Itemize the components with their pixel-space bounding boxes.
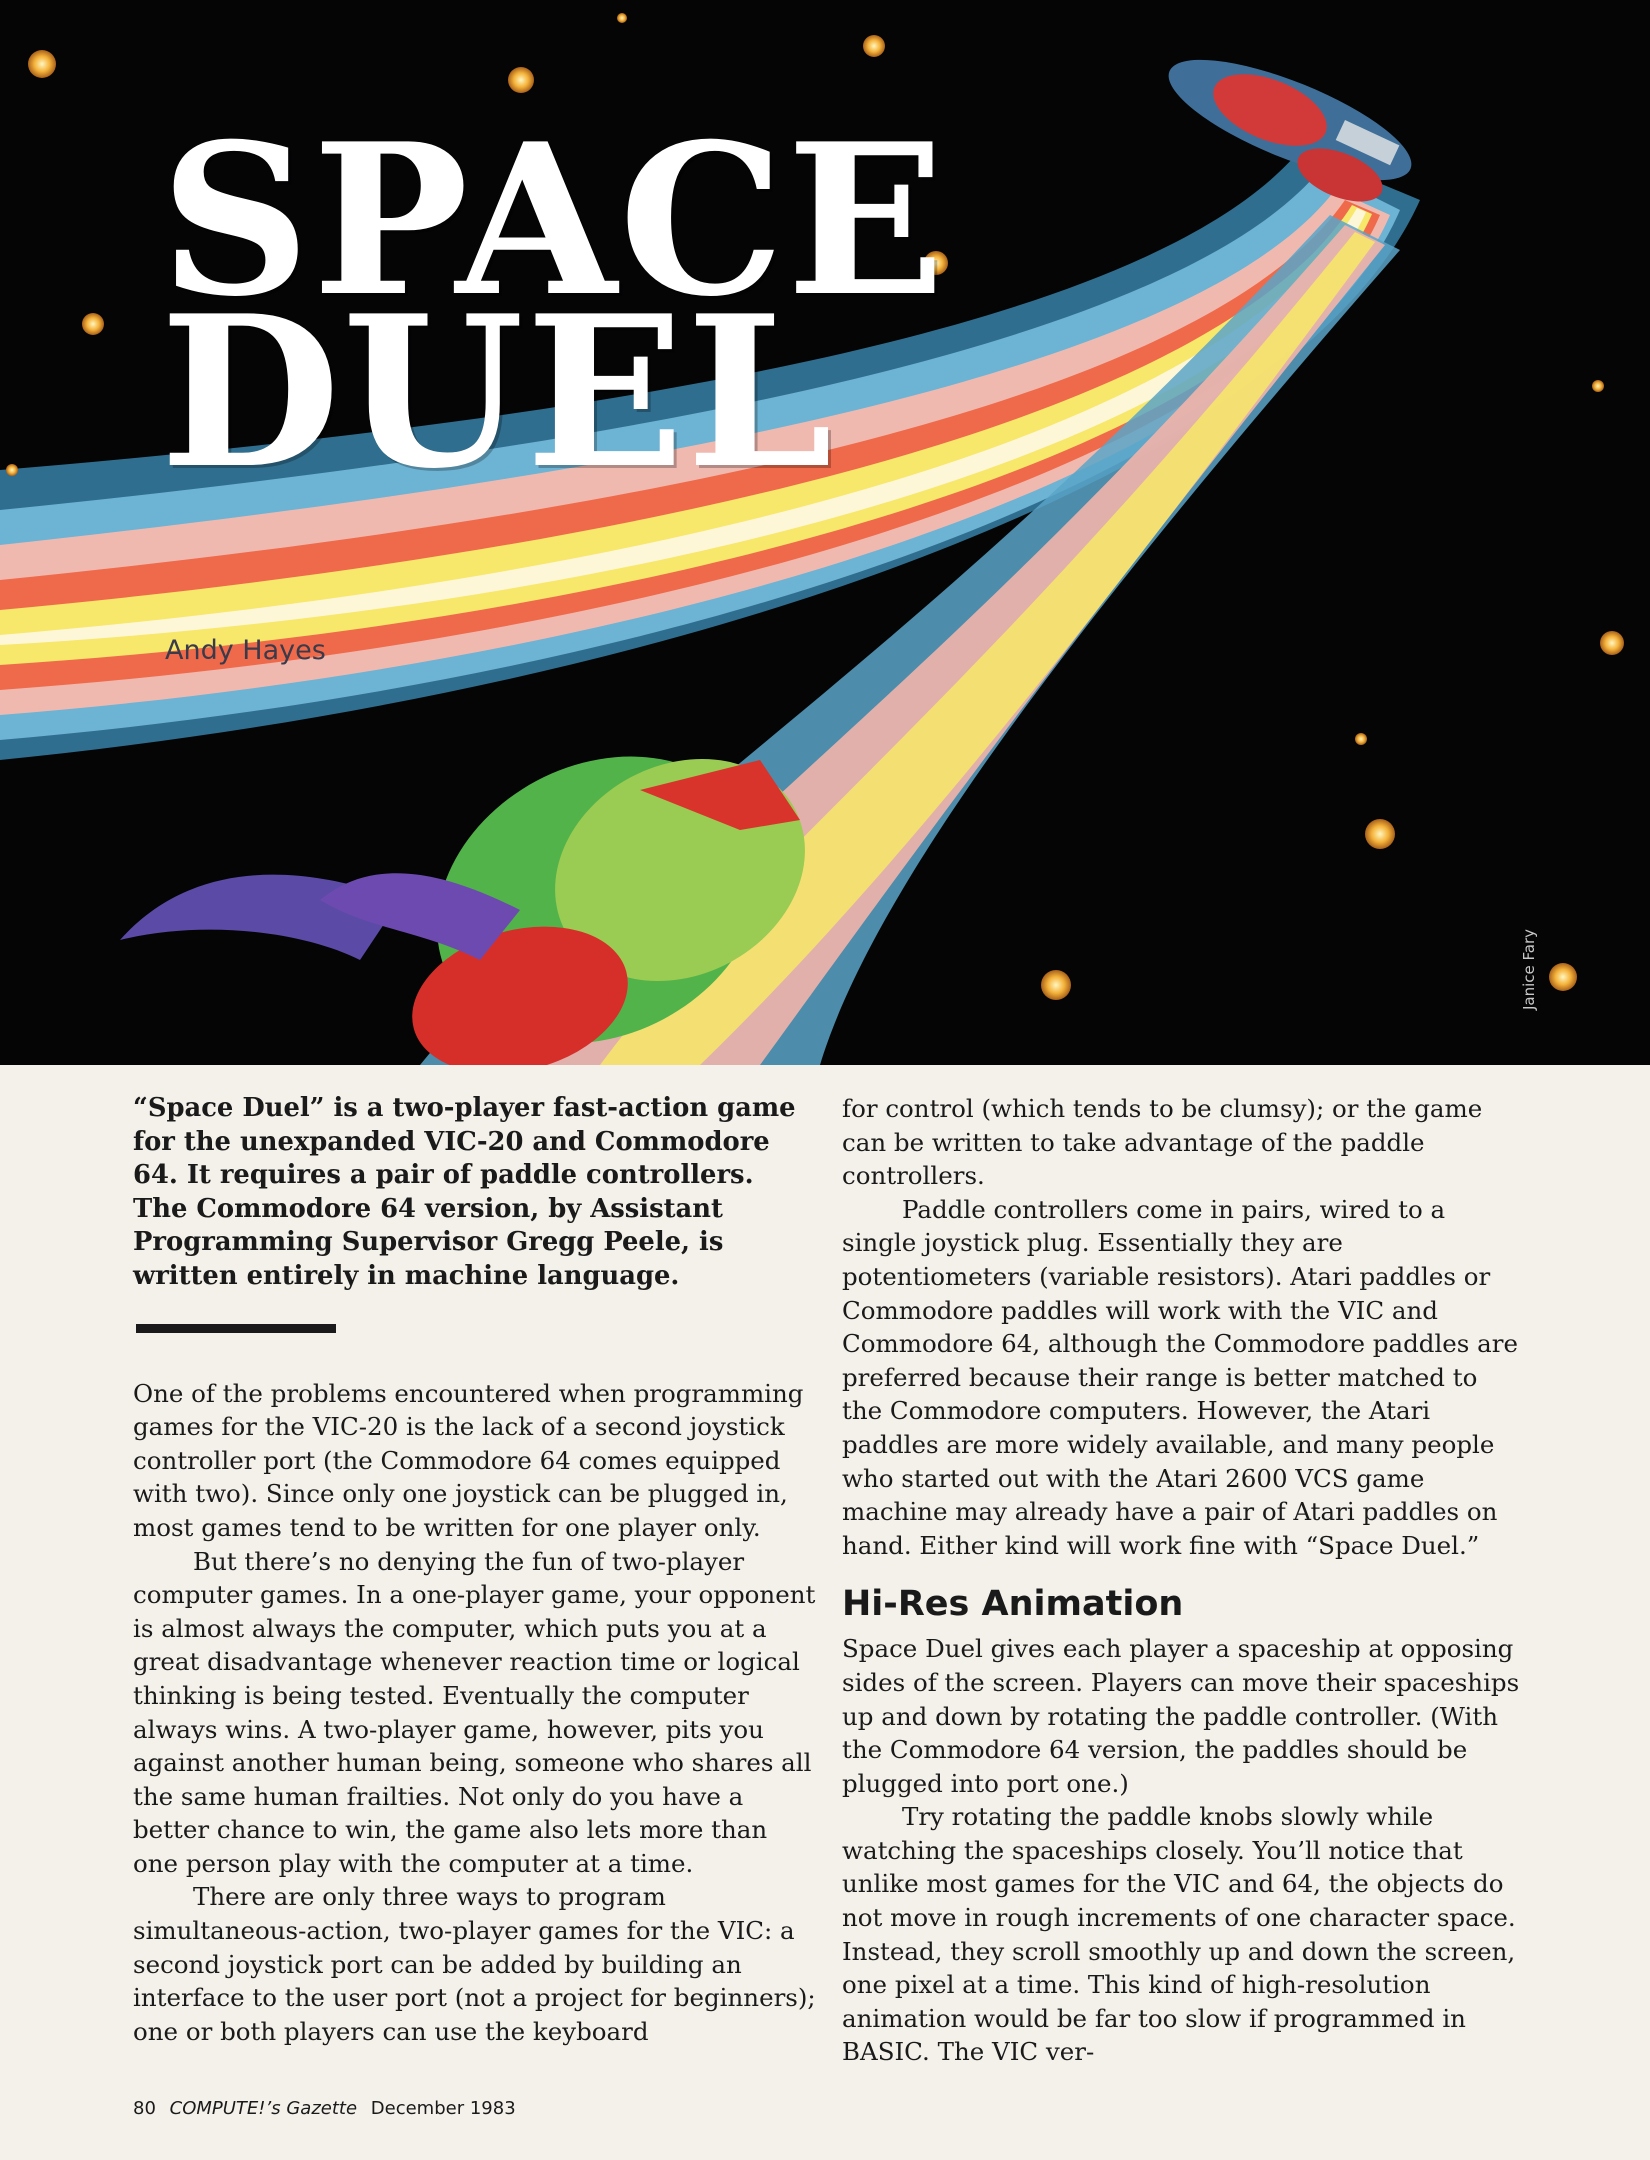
cover-illustration — [0, 0, 1650, 1065]
title-line-duel: DUEL — [160, 271, 835, 515]
body-paragraph: Paddle controllers come in pairs, wired to a single joystick plug. Essentially they are potentiometers (variable resistors). Atari paddles or Commodore paddles will work with the VIC and Commodore 64, although the Commodore paddles are preferred because their range is better matched to the Commodore computers. However, the Atari paddles are more widely available, and many people who started out with the Atari 2600 VCS game machine may already have a pair of Atari paddles on hand. Either kind will work fine with “Space Duel.” — [842, 1194, 1518, 1560]
left-column — [133, 1092, 816, 2048]
article-deck: “Space Duel” is a two-player fast-action game for the unexpanded VIC-20 and Commodore 64. It requires a pair of paddle controllers. The Commodore 64 version, by Assistant Programming Supervisor Gregg Peele, is written entirely in machine language. — [133, 1093, 796, 1291]
body-paragraph: There are only three ways to program simultaneous-action, two-player games for the VIC: a second joystick port can be added by building an interface to the user port (not a project for beginners); one or both players can use the keyboard — [133, 1882, 816, 2046]
article-title — [160, 99, 947, 515]
title-line-space: SPACE — [160, 99, 947, 343]
body-paragraph: One of the problems encountered when programming games for the VIC-20 is the lack of a second joystick controller port (the Commodore 64 comes equipped with two). Since only one joystick can be plugged in, most games tend to be written for one player only. — [133, 1378, 804, 1542]
body-paragraph: Try rotating the paddle knobs slowly while watching the spaceships closely. You’ll notice that unlike most games for the VIC and 64, the objects do not move in rough increments of one character space. Instead, they scroll smoothly up and down the screen, one pixel at a time. This kind of high-resolution animation would be far too slow if programmed in BASIC. The VIC ver- — [842, 1802, 1516, 2067]
illustrator-signature: Janice Fary — [1520, 928, 1538, 1010]
body-paragraph: Space Duel gives each player a spaceship at opposing sides of the screen. Players can move their spaceships up and down by rotating the paddle controller. (With the Commodore 64 version, the paddles should be plugged into port one.) — [842, 1634, 1520, 1798]
body-paragraph: But there’s no denying the fun of two-player computer games. In a one-player game, your opponent is almost always the computer, which puts you at a great disadvantage whenever reaction time or logical thinking is being tested. Eventually the computer always wins. A two-player game, however, pits you against another human being, someone who shares all the same human frailties. Not only do you have a better chance to win, the game also lets more than one person play with the computer at a time. — [133, 1546, 816, 1878]
section-heading: Hi-Res Animation — [842, 1584, 1184, 1625]
right-column — [842, 1092, 1522, 2069]
body-paragraph: for control (which tends to be clumsy); or the game can be written to take advantage of the paddle controllers. — [842, 1094, 1483, 1191]
issue-date: December 1983 — [370, 2098, 516, 2119]
deck-rule — [136, 1324, 336, 1333]
page-footer — [133, 2098, 516, 2119]
author-byline: Andy Hayes — [165, 635, 326, 666]
publication-name: COMPUTE!’s Gazette — [169, 2098, 358, 2119]
page-number: 80 — [133, 2098, 156, 2119]
